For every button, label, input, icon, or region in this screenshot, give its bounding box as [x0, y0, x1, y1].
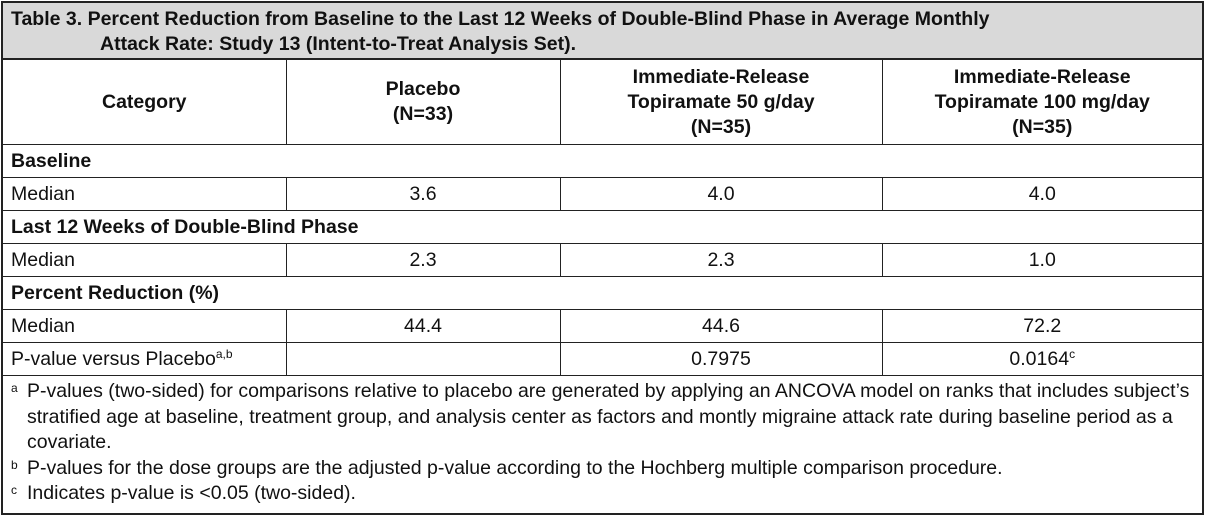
column-header-topi100-line3: (N=35) [1012, 115, 1073, 138]
footnote-marker: b [11, 457, 18, 472]
row-label-pvalue [3, 343, 286, 376]
footnote-text: Indicates p-value is <0.05 (two-sided). [27, 482, 356, 504]
table-row [3, 244, 1202, 277]
column-header-topi100-line1: Immediate-Release [953, 65, 1131, 88]
column-header-placebo-line2: (N=33) [392, 103, 454, 125]
cell-topi50: 44.6 [560, 310, 882, 343]
table-row [3, 178, 1202, 211]
column-header-placebo [286, 60, 560, 145]
cell-placebo: 3.6 [286, 178, 560, 211]
section-row-baseline [3, 145, 1202, 178]
cell-topi50: 0.7975 [560, 343, 882, 376]
section-row-percent [3, 277, 1202, 310]
footnote-text: P-values for the dose groups are the adjusted p-value according to the Hochberg multiple comparison procedure. [27, 456, 1003, 479]
cell-topi100: 1.0 [882, 244, 1202, 277]
column-header-topi50-line3: (N=35) [690, 115, 752, 138]
footnote [11, 456, 1194, 482]
table-row [3, 310, 1202, 343]
section-row-last12 [3, 211, 1202, 244]
pvalue-label-text: P-value versus Placebo [11, 348, 216, 370]
section-label-percent: Percent Reduction (%) [3, 277, 1202, 310]
cell-placebo: 2.3 [286, 244, 560, 277]
column-header-topiramate-100 [882, 60, 1202, 145]
cell-topi50: 2.3 [560, 244, 882, 277]
cell-topi100: 4.0 [882, 178, 1202, 211]
section-label-baseline: Baseline [3, 145, 1202, 178]
row-label: Median [3, 310, 286, 343]
data-table [3, 60, 1202, 376]
cell-topi50: 4.0 [560, 178, 882, 211]
pvalue-topi100-text: 0.0164 [1009, 348, 1070, 370]
column-header-topi100-line2: Topiramate 100 mg/day [934, 90, 1150, 113]
column-header-placebo-line1: Placebo [385, 78, 461, 100]
column-header-topi50-line2: Topiramate 50 g/day [627, 90, 815, 113]
column-header-category: Category [3, 60, 286, 145]
footnote [11, 379, 1194, 456]
section-label-last12: Last 12 Weeks of Double-Blind Phase [3, 211, 1202, 244]
footnote [11, 481, 1194, 507]
table-title [3, 3, 1202, 60]
table-container [1, 1, 1204, 515]
footnote-text: P-values (two-sided) for comparisons relative to placebo are generated by applying an ANCOVA model on ranks that includes subject’s stratified age at baseline, treatment group, and analysis center as factors and montly migraine attack rate during baseline period as a covariate. [27, 380, 1190, 453]
cell-placebo: 44.4 [286, 310, 560, 343]
footnote-marker: a [11, 381, 18, 395]
table-title-line2: Attack Rate: Study 13 (Intent-to-Treat Analysis Set). [100, 33, 577, 55]
cell-topi100: 72.2 [882, 310, 1202, 343]
row-label: Median [3, 244, 286, 277]
column-header-topiramate-50 [560, 60, 882, 145]
cell-placebo [286, 343, 560, 376]
pvalue-topi100-footnote-ref: c [1069, 347, 1076, 361]
column-header-topi50-line1: Immediate-Release [632, 65, 810, 88]
header-row [3, 60, 1202, 145]
footnotes [3, 376, 1202, 507]
table-title-line1: Table 3. Percent Reduction from Baseline to the Last 12 Weeks of Double-Blind Phase in Average Monthly [11, 8, 990, 30]
cell-topi100 [882, 343, 1202, 376]
row-label: Median [3, 178, 286, 211]
footnote-marker: c [11, 483, 17, 497]
pvalue-label-footnote-ref: a,b [215, 347, 233, 361]
table-row-pvalue [3, 343, 1202, 376]
